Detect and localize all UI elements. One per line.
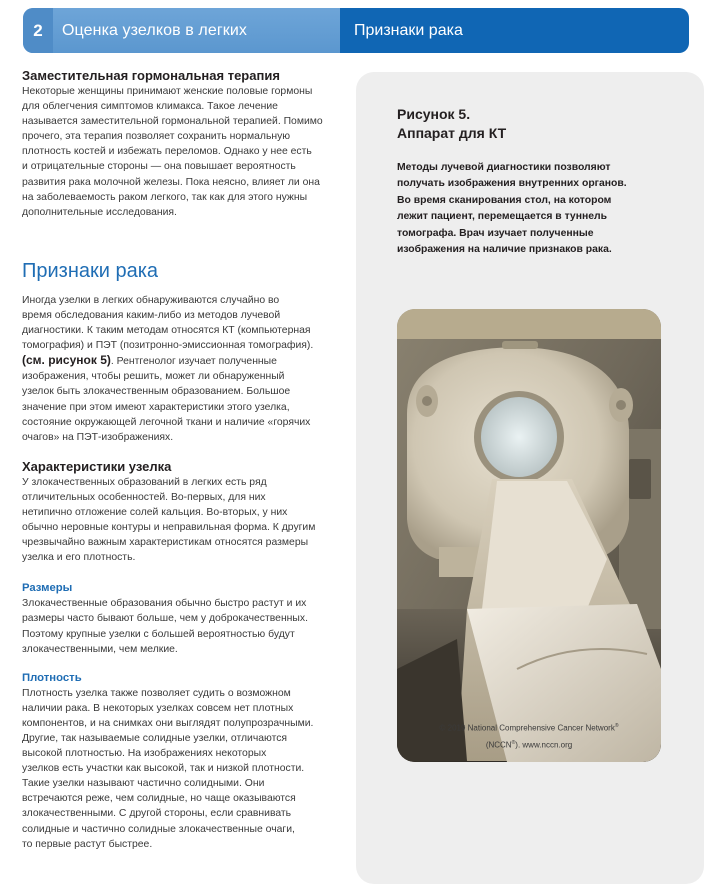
text-line: диагностики. К таким методам относятся КТ (компьютерная (22, 325, 311, 337)
text-line: Злокачественные образования обычно быстро растут и их (22, 598, 307, 610)
text-line: очагов» на ПЭТ-изображениях. (22, 431, 174, 443)
figure-credit (396, 719, 662, 752)
text-line: плотность костей и избежать переломов. Однако у нее есть (22, 146, 312, 158)
text-line: время обследования каким-либо из методов лучевой (22, 309, 281, 321)
figure-reference: (см. рисунок 5) (22, 353, 111, 368)
characteristics-paragraph (22, 475, 342, 566)
text-line: Такие узелки называют частично солидными. Они (22, 778, 265, 790)
signs-heading: Признаки рака (22, 259, 159, 282)
hrt-heading: Заместительная гормональная терапия (22, 68, 280, 83)
text-line: называется заместительной гормональной терапией. Помимо (22, 116, 323, 128)
credit-registered-mark: ® (614, 723, 619, 729)
figure-number: Рисунок 5. (397, 106, 471, 122)
text-line: обычно неровные контуры и неправильная форма. К другим (22, 522, 316, 534)
ct-scanner-photo (397, 309, 661, 762)
page-header (23, 8, 689, 53)
text-line: злокачественными. С другой стороны, если сравнивать (22, 808, 292, 820)
text-line: и отрицательные стороны — она повышает вероятность (22, 161, 296, 173)
text-line: то первые растут быстрее. (22, 838, 153, 850)
text-line: Другие, так называемые солидные узелки, отличаются (22, 733, 288, 744)
text-line: компонентов, и на снимках они выглядят полупрозрачными. (22, 717, 314, 729)
credit-registered-mark-2: ® (511, 739, 516, 746)
caption-line: лежит пациент, перемещается в туннель (397, 211, 608, 223)
signs-ref-tail: . Рентгенолог изучает полученные (110, 356, 277, 368)
characteristics-heading: Характеристики узелка (22, 458, 172, 474)
text-line: узелка и его плотность. (22, 552, 136, 564)
text-line: встречаются реже, чем солидные, но чаще оказываются (22, 793, 296, 805)
text-line: размеры часто бывают больше, чем у доброкачественных. (22, 613, 308, 625)
text-line: на заболеваемость раком легкого, так как для этого нужны (22, 191, 308, 203)
text-line: нетипично отложение солей кальция. Во-вторых, у них (22, 506, 288, 518)
ct-scanner-illustration (397, 309, 661, 762)
caption-line: изображения на наличие признаков рака. (397, 244, 612, 256)
main-text-column (22, 68, 342, 852)
text-line: томография) и ПЭТ (позитронно-эмиссионная томография). (22, 340, 314, 352)
text-line: Плотность узелка также позволяет судить о возможном (22, 687, 291, 699)
credit-url: ). www.nccn.org (515, 740, 573, 750)
text-line: значение при этом имеют характеристики этого узелка, (22, 401, 290, 413)
text-line: дополнительные исследования. (22, 206, 177, 218)
section-title: Признаки рака (340, 8, 689, 53)
caption-line: Во время сканирования стол, на котором (397, 194, 612, 206)
sizes-paragraph (22, 596, 342, 656)
chapter-title: Оценка узелков в легких (62, 21, 247, 39)
credit-copyright: © 2019 National Comprehensive Cancer Network (439, 723, 615, 733)
chapter-number: 2 (23, 8, 53, 53)
caption-line: томографа. Врач изучает полученные (397, 227, 594, 239)
hrt-paragraph (22, 84, 342, 220)
text-line: узелок быть злокачественным образованием. Большое (22, 386, 291, 398)
text-line: У злокачественных образований в легких есть ряд (22, 476, 267, 488)
sizes-heading: Размеры (22, 582, 73, 595)
text-line: Некоторые женщины принимают женские половые гормоны (22, 86, 313, 97)
caption-line: Методы лучевой диагностики позволяют (397, 162, 611, 173)
density-paragraph (22, 686, 342, 852)
figure-panel (356, 72, 704, 884)
text-line: развития рака молочной железы. Пока неясно, влияет ли она (22, 176, 320, 188)
text-line: злокачественными, чем мелкие. (22, 643, 178, 655)
text-line: изображения, чтобы решить, может ли обнаруженный (22, 371, 285, 383)
text-line: состояние окружающей легочной ткани и наличие «горячих (22, 416, 311, 428)
text-line: солидные и частично солидные злокачественные очаги, (22, 823, 295, 835)
text-line: Поэтому крупные узелки с большей вероятностью будут (22, 628, 295, 640)
density-heading: Плотность (22, 671, 82, 684)
credit-org: (NCCN (485, 740, 512, 750)
caption-line: получать изображения внутренних органов. (397, 178, 627, 190)
text-line: высокой плотностью. На изображениях некоторых (22, 748, 267, 760)
figure-name: Аппарат для КТ (397, 125, 507, 141)
text-line: наличии рака. В некоторых узелках совсем нет плотных (22, 702, 294, 714)
text-line: узелков есть участки как высокой, так и низкой плотности. (22, 763, 305, 775)
text-line: чрезвычайно важным характеристикам относятся размеры (22, 537, 309, 549)
figure-caption (397, 160, 687, 258)
figure-title (397, 105, 506, 143)
signs-paragraph (22, 293, 342, 445)
text-line: отличительных особенностей. Во-первых, для них (22, 491, 266, 503)
text-line: прочего, эта терапия позволяет сохранить нормальную (22, 131, 291, 143)
text-line: Иногда узелки в легких обнаруживаются случайно во (22, 294, 280, 306)
text-line: для облегчения симптомов климакса. Такое лечение (22, 101, 278, 113)
chapter-tab (23, 8, 340, 53)
